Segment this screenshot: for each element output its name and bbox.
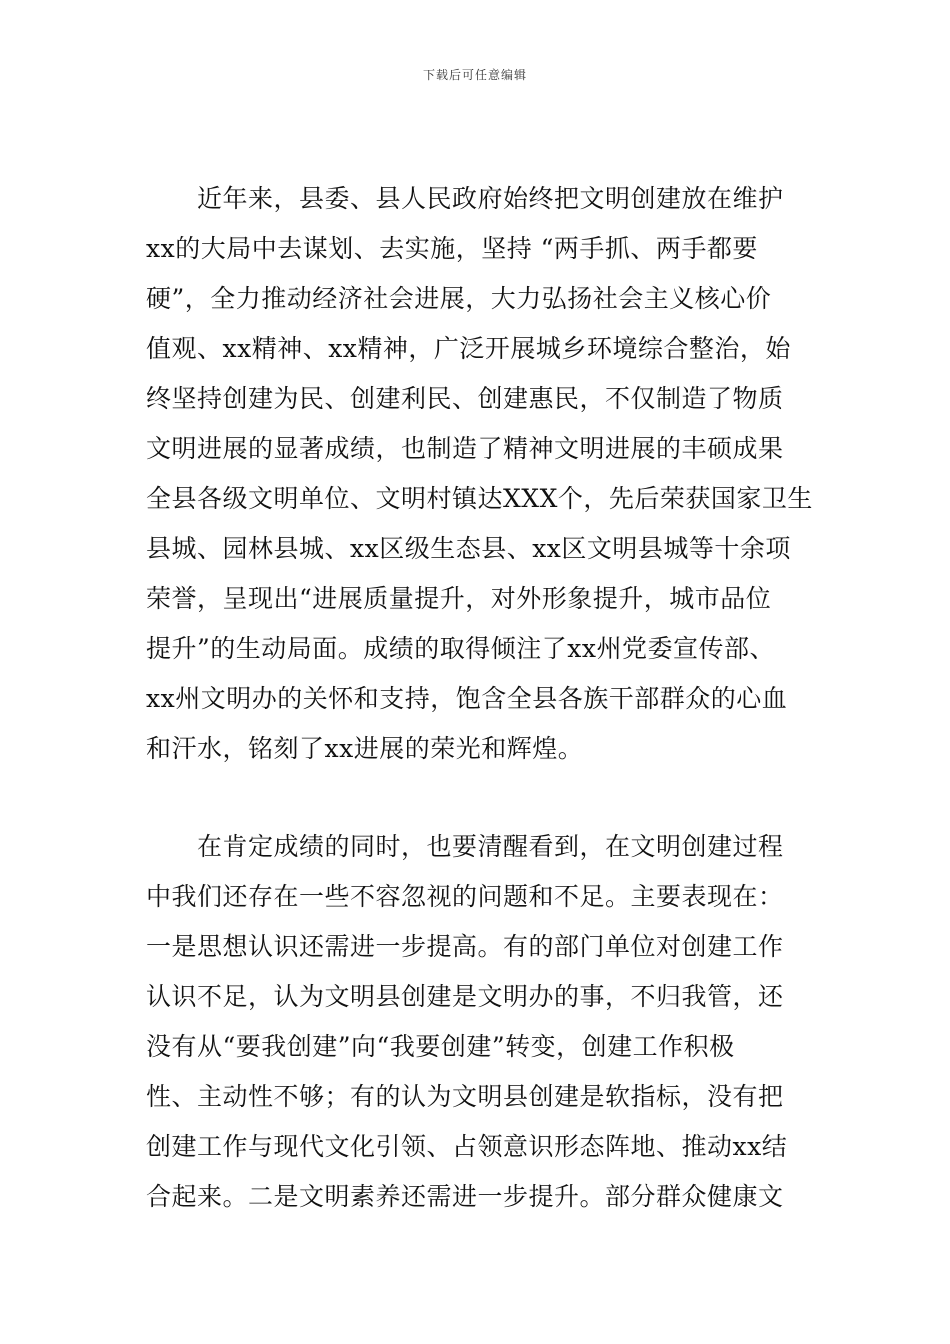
text-line: 创建工作与现代文化引领、占领意识形态阵地、推动xx结 (146, 1132, 788, 1161)
paragraph-problems (146, 822, 826, 1222)
text-line: 没有从“要我创建”向“我要创建”转变，创建工作积极 (146, 1032, 735, 1061)
paragraph-achievements (146, 174, 826, 774)
text-line: 值观、xx精神、xx精神，广泛开展城乡环境综合整治，始 (146, 334, 791, 363)
text-line: 合起来。二是文明素养还需进一步提升。部分群众健康文 (146, 1182, 784, 1211)
text-line: 一是思想认识还需进一步提高。有的部门单位对创建工作 (146, 932, 784, 961)
text-line: 终坚持创建为民、创建利民、创建惠民，不仅制造了物质 (146, 384, 784, 413)
text-line: 提升”的生动局面。成绩的取得倾注了xx州党委宣传部、 (146, 634, 775, 663)
page-header: 下载后可任意编辑 (422, 68, 527, 82)
text-line: 硬”，全力推动经济社会进展，大力弘扬社会主义核心价 (146, 284, 772, 313)
text-line: 荣誉，呈现出“进展质量提升，对外形象提升，城市品位 (146, 584, 772, 613)
text-line: 县城、园林县城、xx区级生态县、xx区文明县城等十余项 (146, 534, 791, 563)
text-line: 性、主动性不够；有的认为文明县创建是软指标，没有把 (146, 1082, 784, 1111)
text-line: 文明进展的显著成绩，也制造了精神文明进展的丰硕成果 (146, 434, 784, 463)
text-line: 中我们还存在一些不容忽视的问题和不足。主要表现在： (146, 882, 784, 911)
text-line: xx的大局中去谋划、去实施，坚持 “两手抓、两手都要 (146, 234, 758, 263)
text-line: xx州文明办的关怀和支持，饱含全县各族干部群众的心血 (146, 684, 788, 713)
text-line: 近年来，县委、县人民政府始终把文明创建放在维护 (146, 184, 784, 213)
text-line: 认识不足，认为文明县创建是文明办的事，不归我管，还 (146, 982, 784, 1011)
text-line: 在肯定成绩的同时，也要清醒看到，在文明创建过程 (146, 832, 784, 861)
text-line: 和汗水，铭刻了xx进展的荣光和辉煌。 (146, 734, 584, 763)
text-line: 全县各级文明单位、文明村镇达XXX个，先后荣获国家卫生 (146, 484, 813, 513)
